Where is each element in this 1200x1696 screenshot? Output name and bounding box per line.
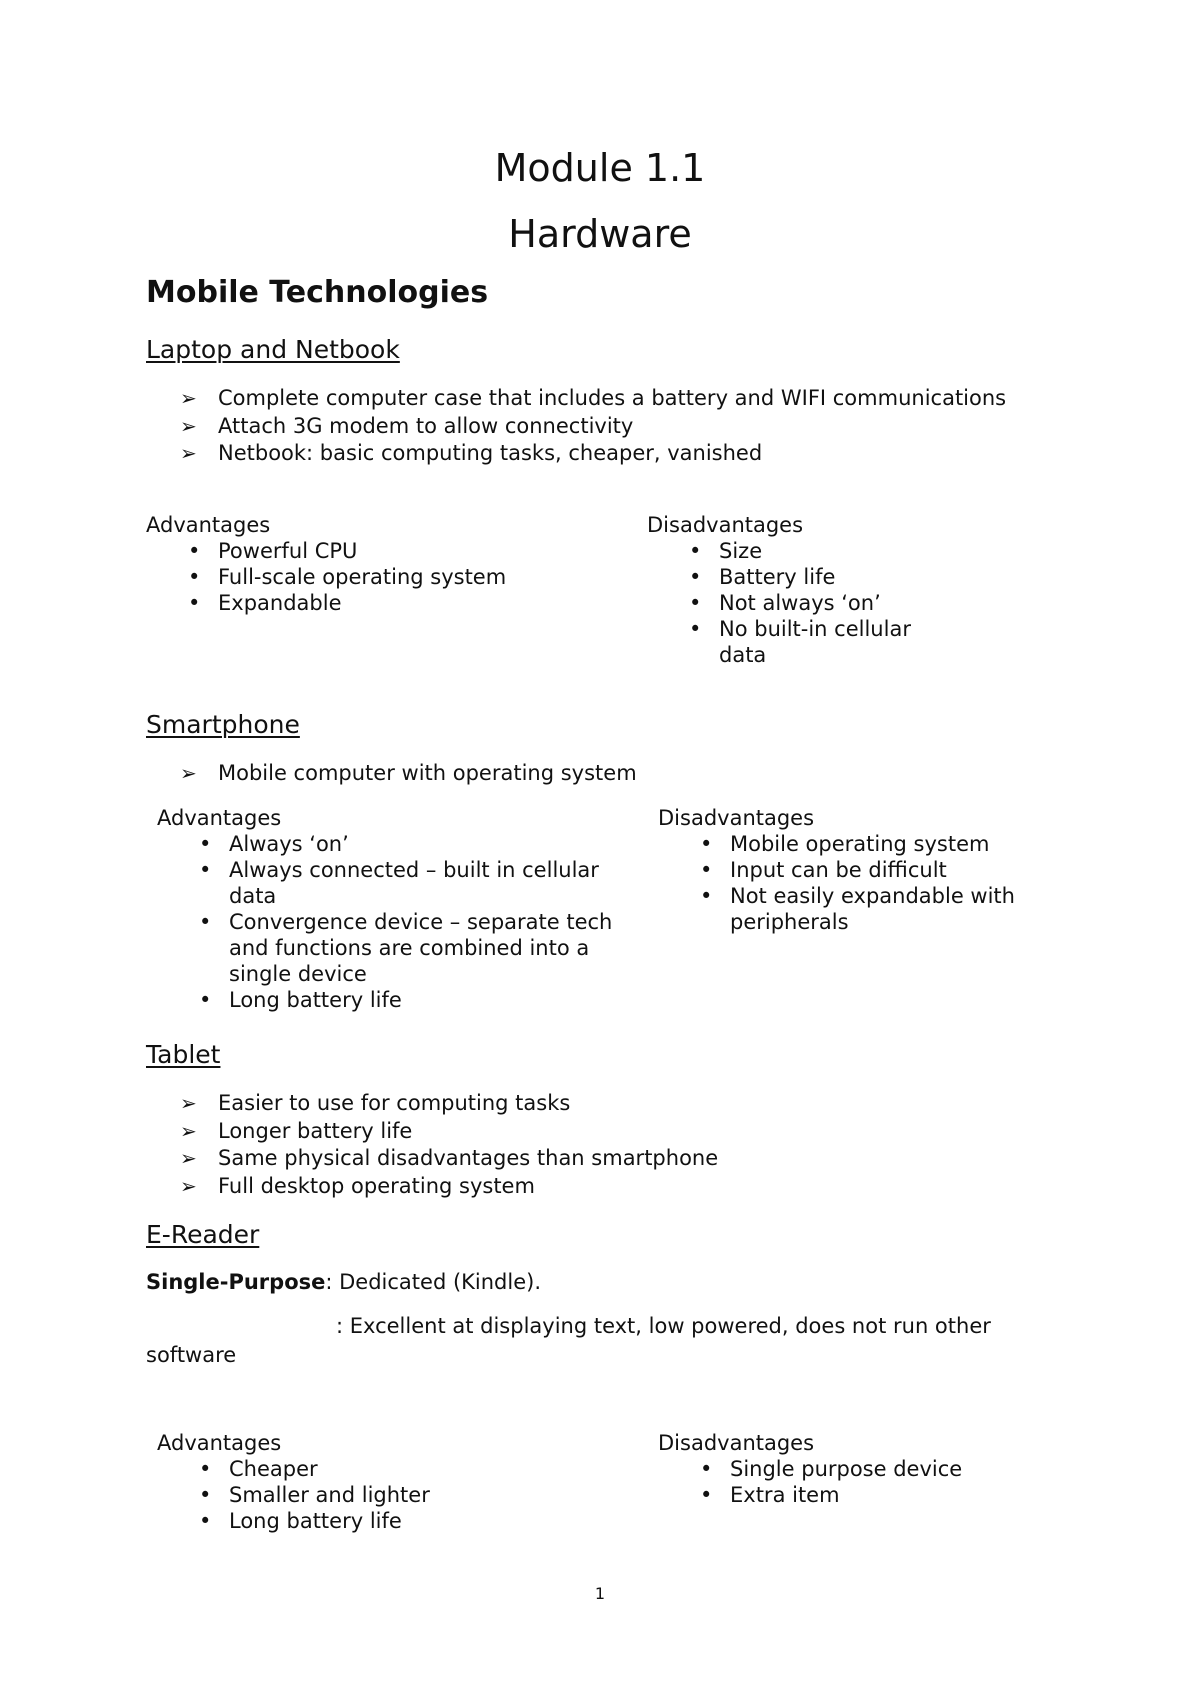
list-item: • Long battery life — [199, 988, 402, 1012]
bullet-icon: • — [199, 858, 212, 882]
laptop-points — [180, 385, 1006, 468]
tablet-heading: Tablet — [146, 1040, 221, 1069]
ereader-advantages — [157, 1430, 647, 1534]
arrow-bullet-icon: ➢ — [180, 413, 197, 438]
page-number: 1 — [594, 1584, 606, 1603]
smartphone-heading: Smartphone — [146, 710, 300, 739]
list-item: ➢ Attach 3G modem to allow connectivity — [180, 413, 1006, 441]
list-item: • Convergence device – separate tech and functions are combined into a single device — [199, 910, 613, 986]
list-item: • Full-scale operating system — [188, 565, 507, 589]
list-item: ➢ Easier to use for computing tasks — [180, 1090, 718, 1118]
laptop-disadvantages — [647, 512, 947, 668]
bullet-icon: • — [188, 591, 201, 615]
list-item: • Not easily expandable with peripherals — [700, 884, 1015, 934]
arrow-bullet-icon: ➢ — [180, 1146, 197, 1170]
list-item: • Size — [689, 539, 763, 563]
bullet-icon: • — [700, 1457, 713, 1481]
bullet-icon: • — [199, 988, 212, 1012]
arrow-bullet-icon: ➢ — [180, 441, 197, 465]
bullet-icon: • — [199, 1457, 212, 1481]
list-item: • Extra item — [700, 1483, 840, 1507]
bullet-icon: • — [199, 910, 212, 934]
bullet-icon: • — [689, 617, 702, 641]
single-purpose-label: Single-Purpose — [146, 1270, 326, 1294]
arrow-bullet-icon: ➢ — [180, 1173, 197, 1198]
advantages-label: Advantages — [157, 1431, 282, 1455]
bullet-icon: • — [689, 591, 702, 615]
list-item: • Not always ‘on’ — [689, 591, 881, 615]
smartphone-points — [180, 760, 637, 788]
list-item: • No built-in cellular data — [689, 617, 911, 667]
module-title: Module 1.1 — [494, 146, 706, 190]
list-item: ➢ Same physical disadvantages than smartphone — [180, 1145, 718, 1173]
laptop-advantages — [146, 512, 626, 616]
list-item: • Smaller and lighter — [199, 1483, 430, 1507]
smartphone-disadvantages — [658, 805, 1058, 935]
arrow-bullet-icon: ➢ — [180, 1091, 197, 1115]
list-item: ➢ Netbook: basic computing tasks, cheaper, vanished — [180, 440, 1006, 468]
bullet-icon: • — [199, 832, 212, 856]
hardware-title: Hardware — [508, 212, 692, 256]
ereader-description: : Excellent at displaying text, low powered, does not run other — [336, 1314, 991, 1338]
arrow-bullet-icon: ➢ — [180, 761, 197, 785]
advantages-label: Advantages — [157, 806, 282, 830]
list-item: • Expandable — [188, 591, 342, 615]
list-item: ➢ Longer battery life — [180, 1118, 718, 1146]
ereader-single-purpose: Single-Purpose: Dedicated (Kindle). — [146, 1270, 542, 1294]
bullet-icon: • — [199, 1509, 212, 1533]
list-item: • Long battery life — [199, 1509, 402, 1533]
bullet-icon: • — [188, 539, 201, 563]
list-item: ➢ Mobile computer with operating system — [180, 760, 637, 788]
mobile-technologies-heading: Mobile Technologies — [146, 275, 489, 310]
list-item: • Mobile operating system — [700, 832, 990, 856]
tablet-points — [180, 1090, 718, 1200]
ereader-description-cont: software — [146, 1343, 237, 1367]
disadvantages-label: Disadvantages — [658, 1431, 815, 1455]
advantages-label: Advantages — [146, 513, 271, 537]
smartphone-advantages — [157, 805, 647, 1013]
bullet-icon: • — [700, 832, 713, 856]
bullet-icon: • — [199, 1483, 212, 1507]
list-item: • Always ‘on’ — [199, 832, 349, 856]
disadvantages-label: Disadvantages — [658, 806, 815, 830]
list-item: • Cheaper — [199, 1457, 318, 1481]
bullet-icon: • — [700, 1483, 713, 1507]
arrow-bullet-icon: ➢ — [180, 386, 197, 410]
list-item: • Powerful CPU — [188, 539, 358, 563]
ereader-disadvantages — [658, 1430, 1058, 1508]
list-item: ➢ Full desktop operating system — [180, 1173, 718, 1201]
disadvantages-label: Disadvantages — [647, 513, 804, 537]
list-item: • Single purpose device — [700, 1457, 963, 1481]
arrow-bullet-icon: ➢ — [180, 1118, 197, 1143]
list-item: • Input can be difficult — [700, 858, 947, 882]
bullet-icon: • — [689, 565, 702, 589]
ereader-heading: E-Reader — [146, 1220, 260, 1249]
bullet-icon: • — [689, 539, 702, 563]
list-item: • Battery life — [689, 565, 836, 589]
list-item: ➢ Complete computer case that includes a battery and WIFI communications — [180, 385, 1006, 413]
bullet-icon: • — [188, 565, 201, 589]
list-item: • Always connected – built in cellular data — [199, 858, 599, 908]
bullet-icon: • — [700, 858, 713, 882]
laptop-heading: Laptop and Netbook — [146, 335, 400, 364]
bullet-icon: • — [700, 884, 713, 908]
